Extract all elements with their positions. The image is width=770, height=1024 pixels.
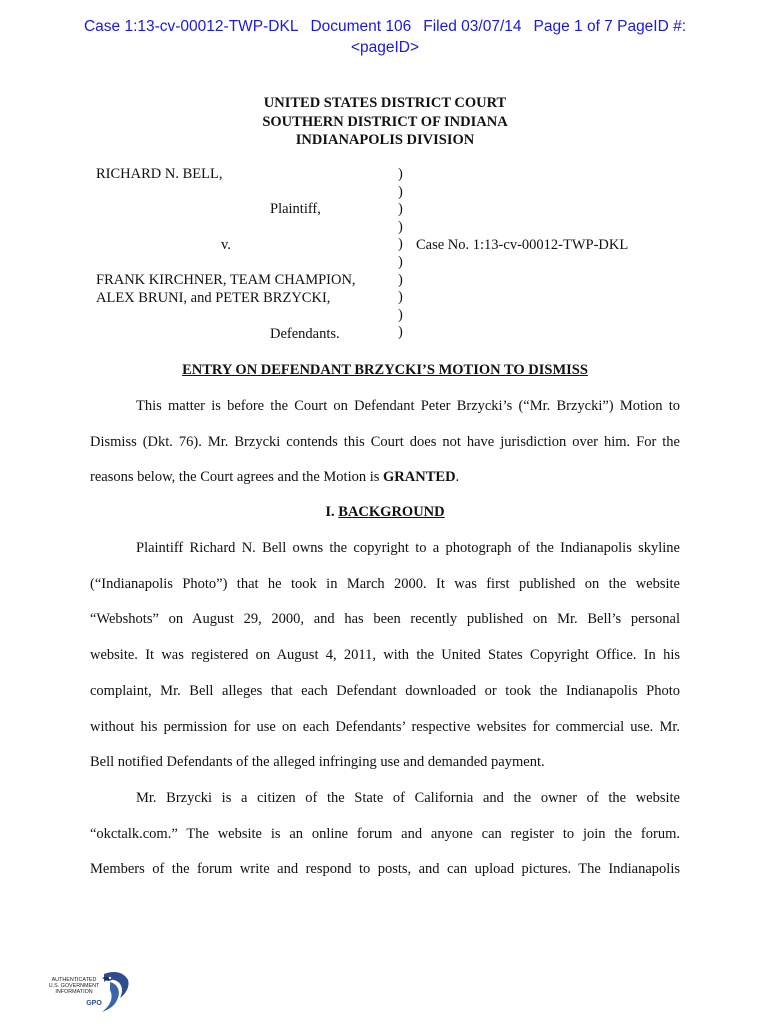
court-heading: [0, 94, 770, 150]
caption-paren: ): [398, 236, 403, 253]
caption-paren-column: [398, 166, 403, 342]
ecf-header-stamp: [0, 16, 770, 58]
caption-case-number: Case No. 1:13-cv-00012-TWP-DKL: [416, 237, 629, 253]
court-line-2: SOUTHERN DISTRICT OF INDIANA: [262, 113, 508, 130]
intro-line-3-text: reasons below, the Court agrees and the Motion is: [90, 469, 384, 486]
paragraph-line: “okctalk.com.” The website is an online forum and anyone can register to join the forum.: [90, 825, 680, 842]
intro-line-3: [90, 460, 680, 496]
paragraph-line: (“Indianapolis Photo”) that he took in March 2000. It was first published on the website: [90, 575, 680, 592]
paragraph-line: without his permission for use on each Defendants’ respective websites for commercial use. Mr.: [90, 718, 680, 735]
caption-paren: ): [398, 218, 403, 235]
caption-paren: ): [398, 324, 403, 341]
caption-defendants-line-1: FRANK KIRCHNER, TEAM CHAMPION,: [96, 272, 356, 288]
intro-line-2: Dismiss (Dkt. 76). Mr. Brzycki contends this Court does not have jurisdiction over him. For the: [90, 433, 680, 450]
gpo-logo-line-1: AUTHENTICATED: [51, 977, 97, 983]
caption-paren: ): [398, 271, 403, 288]
caption-paren: ): [398, 183, 403, 200]
gpo-authentication-logo: [44, 968, 136, 1016]
caption-paren: ): [398, 306, 403, 323]
background-paragraph-1: [90, 531, 680, 781]
court-line-1: UNITED STATES DISTRICT COURT: [263, 95, 507, 111]
paragraph-line: Bell notified Defendants of the alleged infringing use and demanded payment.: [90, 754, 545, 771]
caption-paren: ): [398, 166, 403, 182]
paragraph-line: “Webshots” on August 29, 2000, and has been recently published on Mr. Bell’s personal: [90, 611, 680, 628]
gpo-logo-line-3: INFORMATION: [55, 989, 93, 995]
section-heading: [0, 504, 770, 521]
section-number: I.: [325, 504, 335, 520]
stamp-document: Document 106: [310, 18, 412, 35]
stamp-page: Page 1 of 7 PageID #:: [533, 18, 687, 35]
paragraph-line: website. It was registered on August 4, 2011, with the United States Copyright Office. In his: [90, 647, 680, 664]
intro-paragraph: [90, 389, 680, 496]
caption-plaintiff-role: Plaintiff,: [270, 201, 321, 217]
gpo-logo-line-2: U.S. GOVERNMENT: [48, 983, 100, 989]
stamp-page-id: <pageID>: [350, 39, 420, 56]
eagle-icon: [102, 972, 129, 1012]
caption-defendants-role: Defendants.: [270, 326, 340, 342]
paragraph-line: Members of the forum write and respond to posts, and can upload pictures. The Indianapolis: [90, 861, 680, 878]
paragraph-line: Plaintiff Richard N. Bell owns the copyright to a photograph of the Indianapolis skyline: [136, 540, 680, 556]
caption-paren: ): [398, 201, 403, 218]
court-line-3: INDIANAPOLIS DIVISION: [295, 132, 475, 148]
entry-title: ENTRY ON DEFENDANT BRZYCKI’S MOTION TO DISMISS: [182, 362, 588, 378]
gpo-logo-mark: GPO: [86, 1000, 102, 1007]
caption-paren: ): [398, 253, 403, 270]
caption-defendants-line-2: ALEX BRUNI, and PETER BRZYCKI,: [96, 290, 331, 306]
intro-line-3-end: .: [455, 469, 460, 486]
granted-text: GRANTED: [383, 469, 456, 486]
caption-plaintiff-name: RICHARD N. BELL,: [96, 166, 223, 182]
caption-paren: ): [398, 289, 403, 306]
section-title: BACKGROUND: [338, 504, 445, 520]
stamp-filed: Filed 03/07/14: [423, 18, 522, 35]
intro-line-1: This matter is before the Court on Defendant Peter Brzycki’s (“Mr. Brzycki”) Motion to: [136, 398, 680, 414]
paragraph-line: Mr. Brzycki is a citizen of the State of California and the owner of the website: [136, 790, 680, 806]
background-paragraph-2: [90, 781, 680, 888]
stamp-case: Case 1:13-cv-00012-TWP-DKL: [83, 18, 299, 35]
caption-versus: v.: [221, 237, 231, 253]
paragraph-line: complaint, Mr. Bell alleges that each Defendant downloaded or took the Indianapolis Photo: [90, 682, 680, 699]
